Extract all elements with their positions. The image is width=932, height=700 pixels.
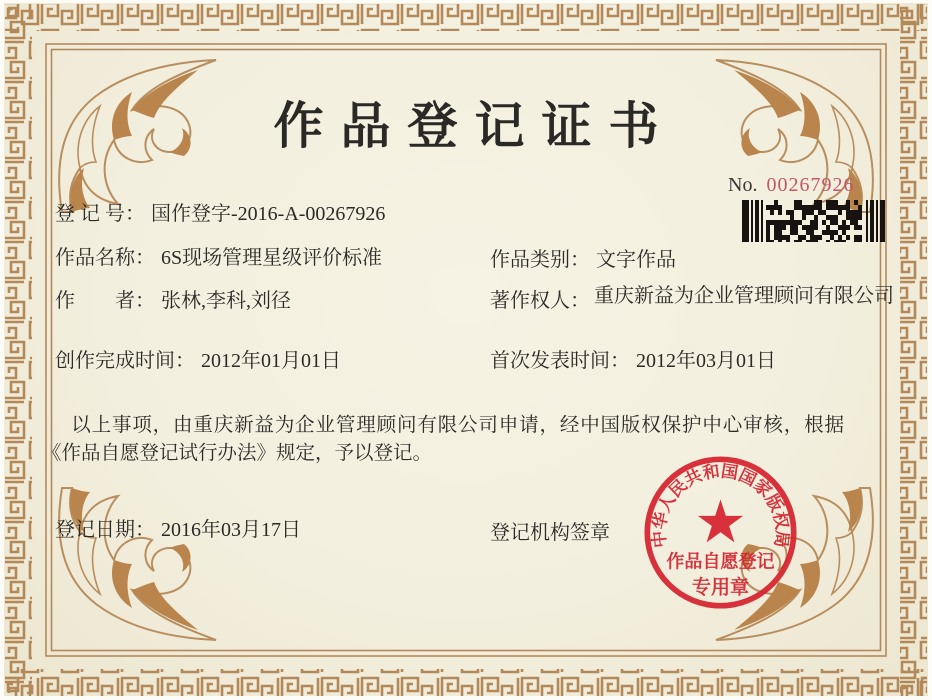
field-author bbox=[55, 284, 291, 313]
barcode bbox=[742, 200, 885, 242]
field-work-name bbox=[55, 241, 382, 270]
certificate-title: 作品登记证书 bbox=[273, 98, 676, 154]
field-value: 重庆新益为企业管理顾问有限公司 bbox=[594, 285, 894, 307]
field-label: 作品类别： bbox=[490, 249, 590, 271]
registration-statement: 以上事项，由重庆新益为企业管理顾问有限公司申请，经中国版权保护中心审核，根据《作品自愿登记试行办法》规定，予以登记。 bbox=[42, 415, 844, 464]
seal-star bbox=[698, 500, 743, 543]
field-work-type bbox=[490, 243, 676, 272]
serial-prefix: No. bbox=[728, 174, 758, 196]
field-value: 国作登字-2016-A-00267926 bbox=[151, 203, 386, 225]
seal-arc-text: 中华人民共和国国家版权局 bbox=[649, 461, 792, 549]
field-registration-date bbox=[55, 513, 301, 542]
field-label: 作 者： bbox=[55, 290, 155, 312]
seal-line1: 作品自愿登记 bbox=[666, 551, 775, 572]
field-label: 著作权人： bbox=[490, 290, 590, 312]
field-creation-date bbox=[55, 344, 341, 373]
seal-line2: 专用章 bbox=[691, 577, 750, 599]
field-value: 2016年03月17日 bbox=[161, 519, 301, 541]
authority-signature-label: 登记机构签章 bbox=[490, 522, 610, 544]
serial-number-line bbox=[728, 174, 854, 197]
serial-number: 00267926 bbox=[766, 174, 855, 196]
field-label: 创作完成时间： bbox=[55, 350, 195, 372]
field-registration-number bbox=[55, 197, 385, 226]
field-label: 作品名称： bbox=[55, 247, 155, 269]
field-value: 2012年01月01日 bbox=[201, 350, 341, 372]
field-value: 文字作品 bbox=[596, 249, 676, 271]
field-first-publish-date bbox=[490, 344, 776, 373]
official-seal bbox=[638, 450, 803, 615]
field-label: 登 记 号： bbox=[55, 203, 145, 225]
field-value: 6S现场管理星级评价标准 bbox=[161, 247, 383, 269]
corner-flourish-bottom-left bbox=[59, 488, 216, 640]
field-label: 首次发表时间： bbox=[490, 350, 630, 372]
field-label: 登记日期： bbox=[55, 519, 155, 541]
field-value: 2012年03月01日 bbox=[636, 350, 776, 372]
field-value: 张林,李科,刘径 bbox=[161, 290, 291, 312]
field-copyright-owner bbox=[490, 284, 916, 313]
